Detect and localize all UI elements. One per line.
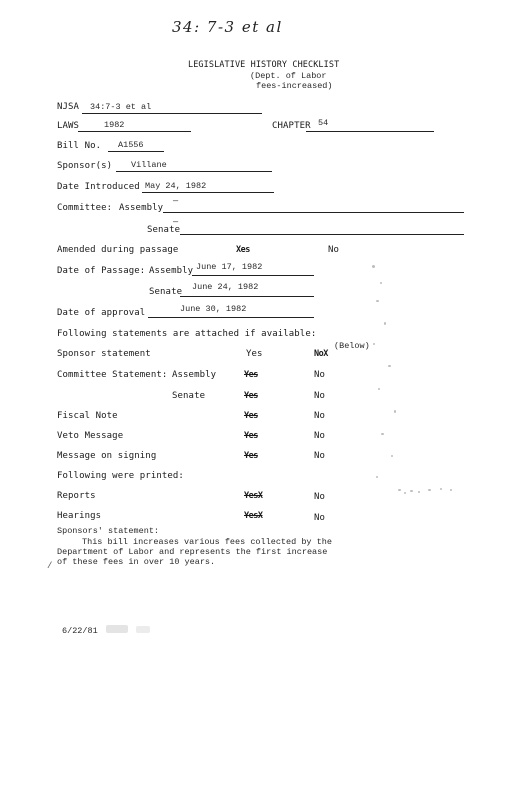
scan-speckle — [418, 491, 420, 493]
signing-message-label: Message on signing — [57, 451, 157, 461]
passage-assembly-underline — [192, 275, 314, 276]
signing-message-no: No — [314, 451, 326, 461]
approval-underline — [148, 317, 314, 318]
fiscal-note-no: No — [314, 411, 326, 421]
footer-date: 6/22/81 — [62, 626, 98, 636]
sponsor-statement-label: Sponsor statement — [57, 349, 151, 359]
sponsor-statement-heading: Sponsors' statement: — [57, 526, 160, 536]
passage-assembly-value: June 17, 1982 — [196, 262, 263, 272]
date-introduced-value: May 24, 1982 — [145, 181, 207, 191]
signing-message-yes-struck: Yes — [244, 451, 258, 461]
amended-label: Amended during passage — [57, 245, 179, 255]
handwritten-citation: 34: 7-3 et al — [172, 18, 283, 36]
committee-senate-label: Senate — [147, 225, 181, 235]
fiscal-note-label: Fiscal Note — [57, 411, 118, 421]
laws-underline — [78, 131, 191, 132]
sponsor-statement-line2: Department of Labor and represents the first increase — [57, 547, 328, 557]
smudge-mark — [106, 625, 128, 633]
form-subtitle-line2: fees-increased) — [256, 81, 333, 91]
chapter-label: CHAPTER — [272, 121, 311, 131]
scan-speckle — [380, 282, 382, 284]
scan-speckle — [381, 433, 384, 435]
sponsor-value: Villane — [131, 160, 167, 170]
bill-underline — [108, 151, 164, 152]
scan-speckle — [404, 492, 406, 494]
hearings-yes-struck: YesX — [244, 511, 263, 521]
attached-heading: Following statements are attached if available: — [57, 329, 317, 339]
njsa-value: 34:7-3 et al — [90, 102, 152, 112]
committee-label: Committee: — [57, 203, 113, 213]
scan-speckle — [376, 476, 378, 478]
passage-senate-underline — [180, 296, 314, 297]
committee-assembly-label: Assembly — [119, 203, 164, 213]
committee-senate-underline — [180, 234, 464, 235]
veto-message-label: Veto Message — [57, 431, 124, 441]
date-introduced-underline — [142, 192, 274, 193]
committee-assembly-value: — — [173, 196, 179, 206]
form-subtitle-line1: (Dept. of Labor — [250, 71, 327, 81]
scan-speckle — [373, 343, 375, 345]
scan-speckle — [378, 388, 380, 390]
reports-label: Reports — [57, 491, 96, 501]
approval-label: Date of approval — [57, 308, 146, 318]
committee-senate-yes-struck: Yes — [244, 391, 258, 401]
veto-message-no: No — [314, 431, 326, 441]
committee-senate-no: No — [314, 391, 326, 401]
sponsor-label: Sponsor(s) — [57, 161, 113, 171]
date-introduced-label: Date Introduced — [57, 182, 140, 192]
scan-speckle — [376, 300, 379, 302]
committee-assembly-no: No — [314, 370, 326, 380]
scan-speckle — [384, 322, 386, 325]
form-title: LEGISLATIVE HISTORY CHECKLIST — [188, 60, 340, 70]
bill-label: Bill No. — [57, 141, 102, 151]
committee-statement-label: Committee Statement: — [57, 370, 168, 380]
sponsor-statement-yes: Yes — [246, 349, 263, 359]
committee-statement-assembly: Assembly — [172, 370, 217, 380]
scan-speckle — [372, 265, 375, 268]
approval-value: June 30, 1982 — [180, 304, 247, 314]
bill-value: A1556 — [118, 140, 144, 150]
scan-speckle — [428, 489, 431, 491]
committee-statement-senate: Senate — [172, 391, 206, 401]
committee-senate-value: — — [173, 217, 179, 227]
laws-value: 1982 — [104, 120, 125, 130]
njsa-underline — [82, 113, 262, 114]
sponsor-statement-note: (Below) — [334, 341, 370, 351]
chapter-underline — [306, 131, 434, 132]
veto-message-yes-struck: Yes — [244, 431, 258, 441]
sponsor-statement-line3: of these fees in over 10 years. — [57, 557, 216, 567]
scan-speckle — [394, 410, 396, 413]
amended-no: No — [328, 245, 340, 255]
sponsor-statement-no-struck: NoX — [314, 349, 328, 359]
hearings-label: Hearings — [57, 511, 102, 521]
fiscal-note-yes-struck: Yes — [244, 411, 258, 421]
margin-mark: / — [47, 561, 53, 571]
scan-speckle — [398, 489, 401, 491]
passage-senate-value: June 24, 1982 — [192, 282, 259, 292]
passage-label: Date of Passage: — [57, 266, 146, 276]
committee-assembly-underline — [163, 212, 464, 213]
committee-assembly-yes-struck: Yes — [244, 370, 258, 380]
laws-label: LAWS — [57, 121, 80, 131]
chapter-value: 54 — [318, 118, 329, 128]
njsa-label: NJSA — [57, 102, 80, 112]
scan-speckle — [450, 489, 452, 491]
passage-assembly-label: Assembly — [149, 266, 194, 276]
reports-no: No — [314, 492, 326, 502]
scan-speckle — [388, 365, 391, 367]
scan-speckle — [410, 490, 413, 492]
reports-yes-struck: YesX — [244, 491, 263, 501]
scan-speckle — [440, 488, 442, 490]
sponsor-statement-line1: This bill increases various fees collected by the — [82, 537, 332, 547]
sponsor-underline — [116, 171, 272, 172]
smudge-mark — [136, 626, 150, 633]
amended-yes-struck: Xes — [236, 245, 250, 255]
passage-senate-label: Senate — [149, 287, 183, 297]
printed-heading: Following were printed: — [57, 471, 184, 481]
hearings-no: No — [314, 513, 326, 523]
scan-speckle — [391, 455, 393, 457]
